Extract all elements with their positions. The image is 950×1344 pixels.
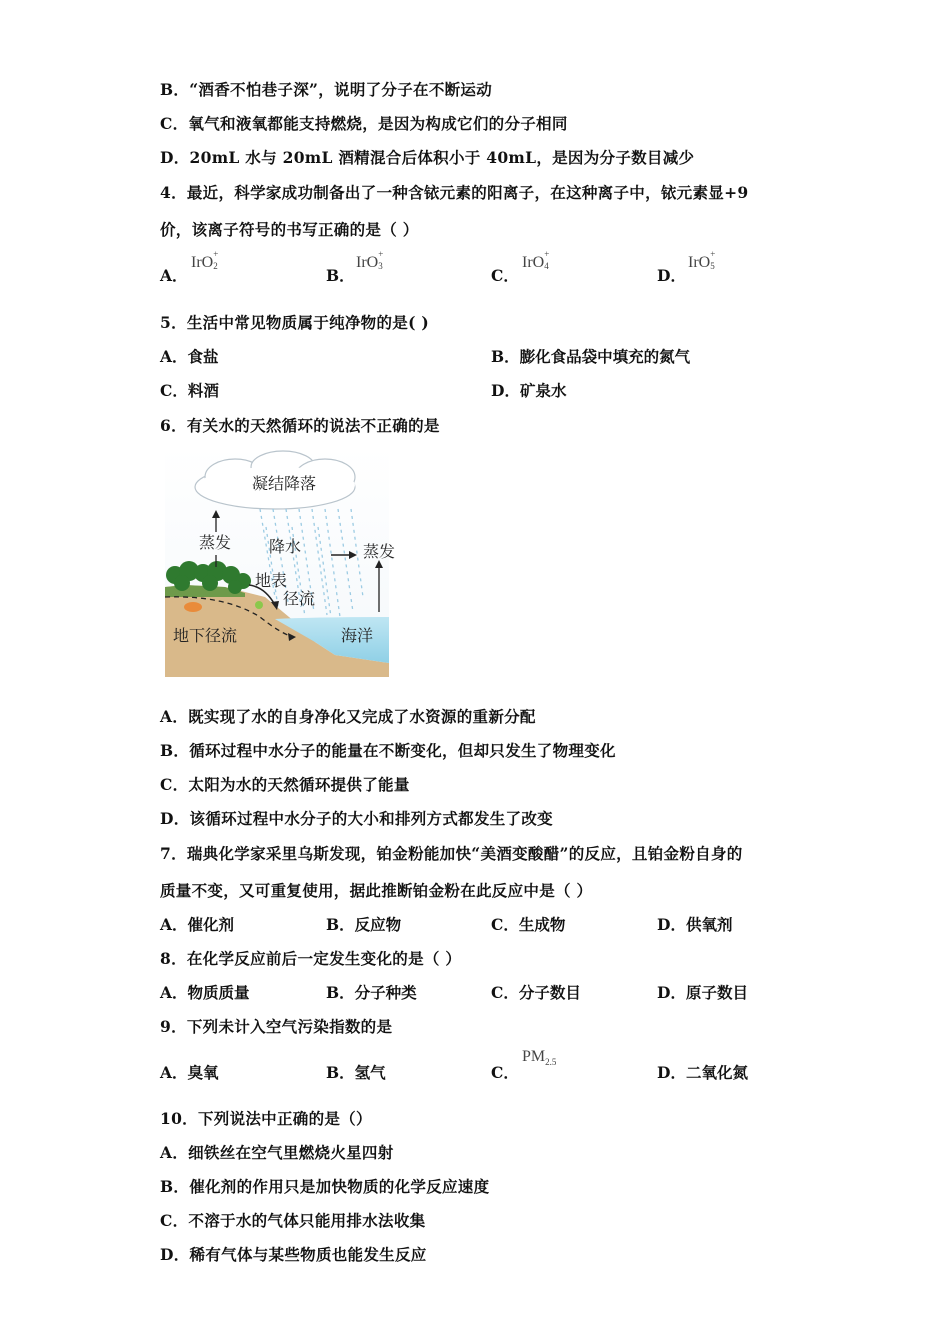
label-ocean: 海洋 bbox=[341, 626, 374, 645]
q7-option-b: B．反应物 bbox=[326, 915, 402, 934]
q5-option-a: A．食盐 bbox=[160, 347, 219, 366]
q9-option-b: B．氢气 bbox=[326, 1063, 386, 1082]
label-underground-flow: 地下径流 bbox=[173, 626, 238, 645]
q5-option-b: B．膨化食品袋中填充的氮气 bbox=[491, 347, 691, 366]
q4-stem-line1: 4．最近，科学家成功制备出了一种含铱元素的阳离子，在这种离子中，铱元素显+9 bbox=[160, 183, 749, 202]
label-surface-2: 径流 bbox=[283, 589, 316, 608]
q4-option-a-formula: IrO + 2 bbox=[191, 249, 219, 271]
q7-stem-line2: 质量不变，又可重复使用，据此推断铂金粉在此反应中是（ ） bbox=[160, 881, 593, 900]
q6-option-b: B．循环过程中水分子的能量在不断变化，但却只发生了物理变化 bbox=[160, 741, 616, 760]
q8-option-a: A．物质质量 bbox=[160, 983, 250, 1002]
q8-option-c: C．分子数目 bbox=[491, 983, 581, 1002]
q4-option-d-formula: IrO + 5 bbox=[688, 249, 716, 271]
option-d-volume-line: D．20mL 水与 20mL 酒精混合后体积小于 40mL，是因为分子数目减少 bbox=[160, 148, 695, 167]
q10-option-d: D．稀有气体与某些物质也能发生反应 bbox=[160, 1245, 427, 1264]
q5-stem: 5．生活中常见物质属于纯净物的是( ) bbox=[160, 313, 430, 332]
q4-option-c-letter: C． bbox=[491, 266, 519, 285]
q7-stem-line1: 7．瑞典化学家采里乌斯发现，铂金粉能加快“美酒变酸醋”的反应，且铂金粉自身的 bbox=[160, 844, 743, 863]
water-cycle-figure bbox=[165, 447, 396, 677]
option-c-oxygen-line: C．氧气和液氧都能支持燃烧，是因为构成它们的分子相同 bbox=[160, 114, 568, 133]
q6-stem: 6．有关水的天然循环的说法不正确的是 bbox=[160, 416, 440, 435]
q7-option-d: D．供氧剂 bbox=[657, 915, 733, 934]
q8-option-d: D．原子数目 bbox=[657, 983, 748, 1002]
q4-option-a-letter: A． bbox=[160, 266, 188, 285]
option-b-wine-line: B．“酒香不怕巷子深”，说明了分子在不断运动 bbox=[160, 80, 493, 99]
q4-stem-line2: 价，该离子符号的书写正确的是（ ） bbox=[160, 220, 419, 239]
q4-option-d-letter: D． bbox=[657, 266, 686, 285]
q6-option-c: C．太阳为水的天然循环提供了能量 bbox=[160, 775, 410, 794]
label-surface-1: 地表 bbox=[255, 571, 288, 590]
q10-stem: 10．下列说法中正确的是（） bbox=[160, 1109, 372, 1128]
label-evaporation-left: 蒸发 bbox=[199, 533, 232, 552]
q9-stem: 9．下列未计入空气污染指数的是 bbox=[160, 1017, 393, 1036]
q7-option-c: C．生成物 bbox=[491, 915, 566, 934]
q9-option-a: A．臭氧 bbox=[160, 1063, 219, 1082]
q4-option-b-formula: IrO + 3 bbox=[356, 249, 384, 271]
q5-option-d: D．矿泉水 bbox=[491, 381, 567, 400]
q9-option-c-letter: C． bbox=[491, 1063, 519, 1082]
q10-option-a: A．细铁丝在空气里燃烧火星四射 bbox=[160, 1143, 394, 1162]
q5-option-c: C．料酒 bbox=[160, 381, 219, 400]
q10-option-b: B．催化剂的作用只是加快物质的化学反应速度 bbox=[160, 1177, 490, 1196]
q10-option-c: C．不溶于水的气体只能用排水法收集 bbox=[160, 1211, 426, 1230]
label-condensation: 凝结降落 bbox=[252, 474, 317, 493]
q9-option-d: D．二氧化氮 bbox=[657, 1063, 748, 1082]
q9-option-c-formula: $PM_{2.5}$ bbox=[522, 1048, 557, 1068]
q8-option-b: B．分子种类 bbox=[326, 983, 417, 1002]
q6-option-d: D．该循环过程中水分子的大小和排列方式都发生了改变 bbox=[160, 809, 553, 828]
label-evaporation-right: 蒸发 bbox=[363, 542, 396, 561]
q4-option-b-letter: B． bbox=[326, 266, 355, 285]
q6-option-a: A．既实现了水的自身净化又完成了水资源的重新分配 bbox=[160, 707, 536, 726]
label-precipitation: 降水 bbox=[269, 537, 302, 556]
q8-stem: 8．在化学反应前后一定发生变化的是（ ） bbox=[160, 949, 462, 968]
q7-option-a: A．催化剂 bbox=[160, 915, 235, 934]
q4-option-c-formula: IrO + 4 bbox=[522, 249, 550, 271]
